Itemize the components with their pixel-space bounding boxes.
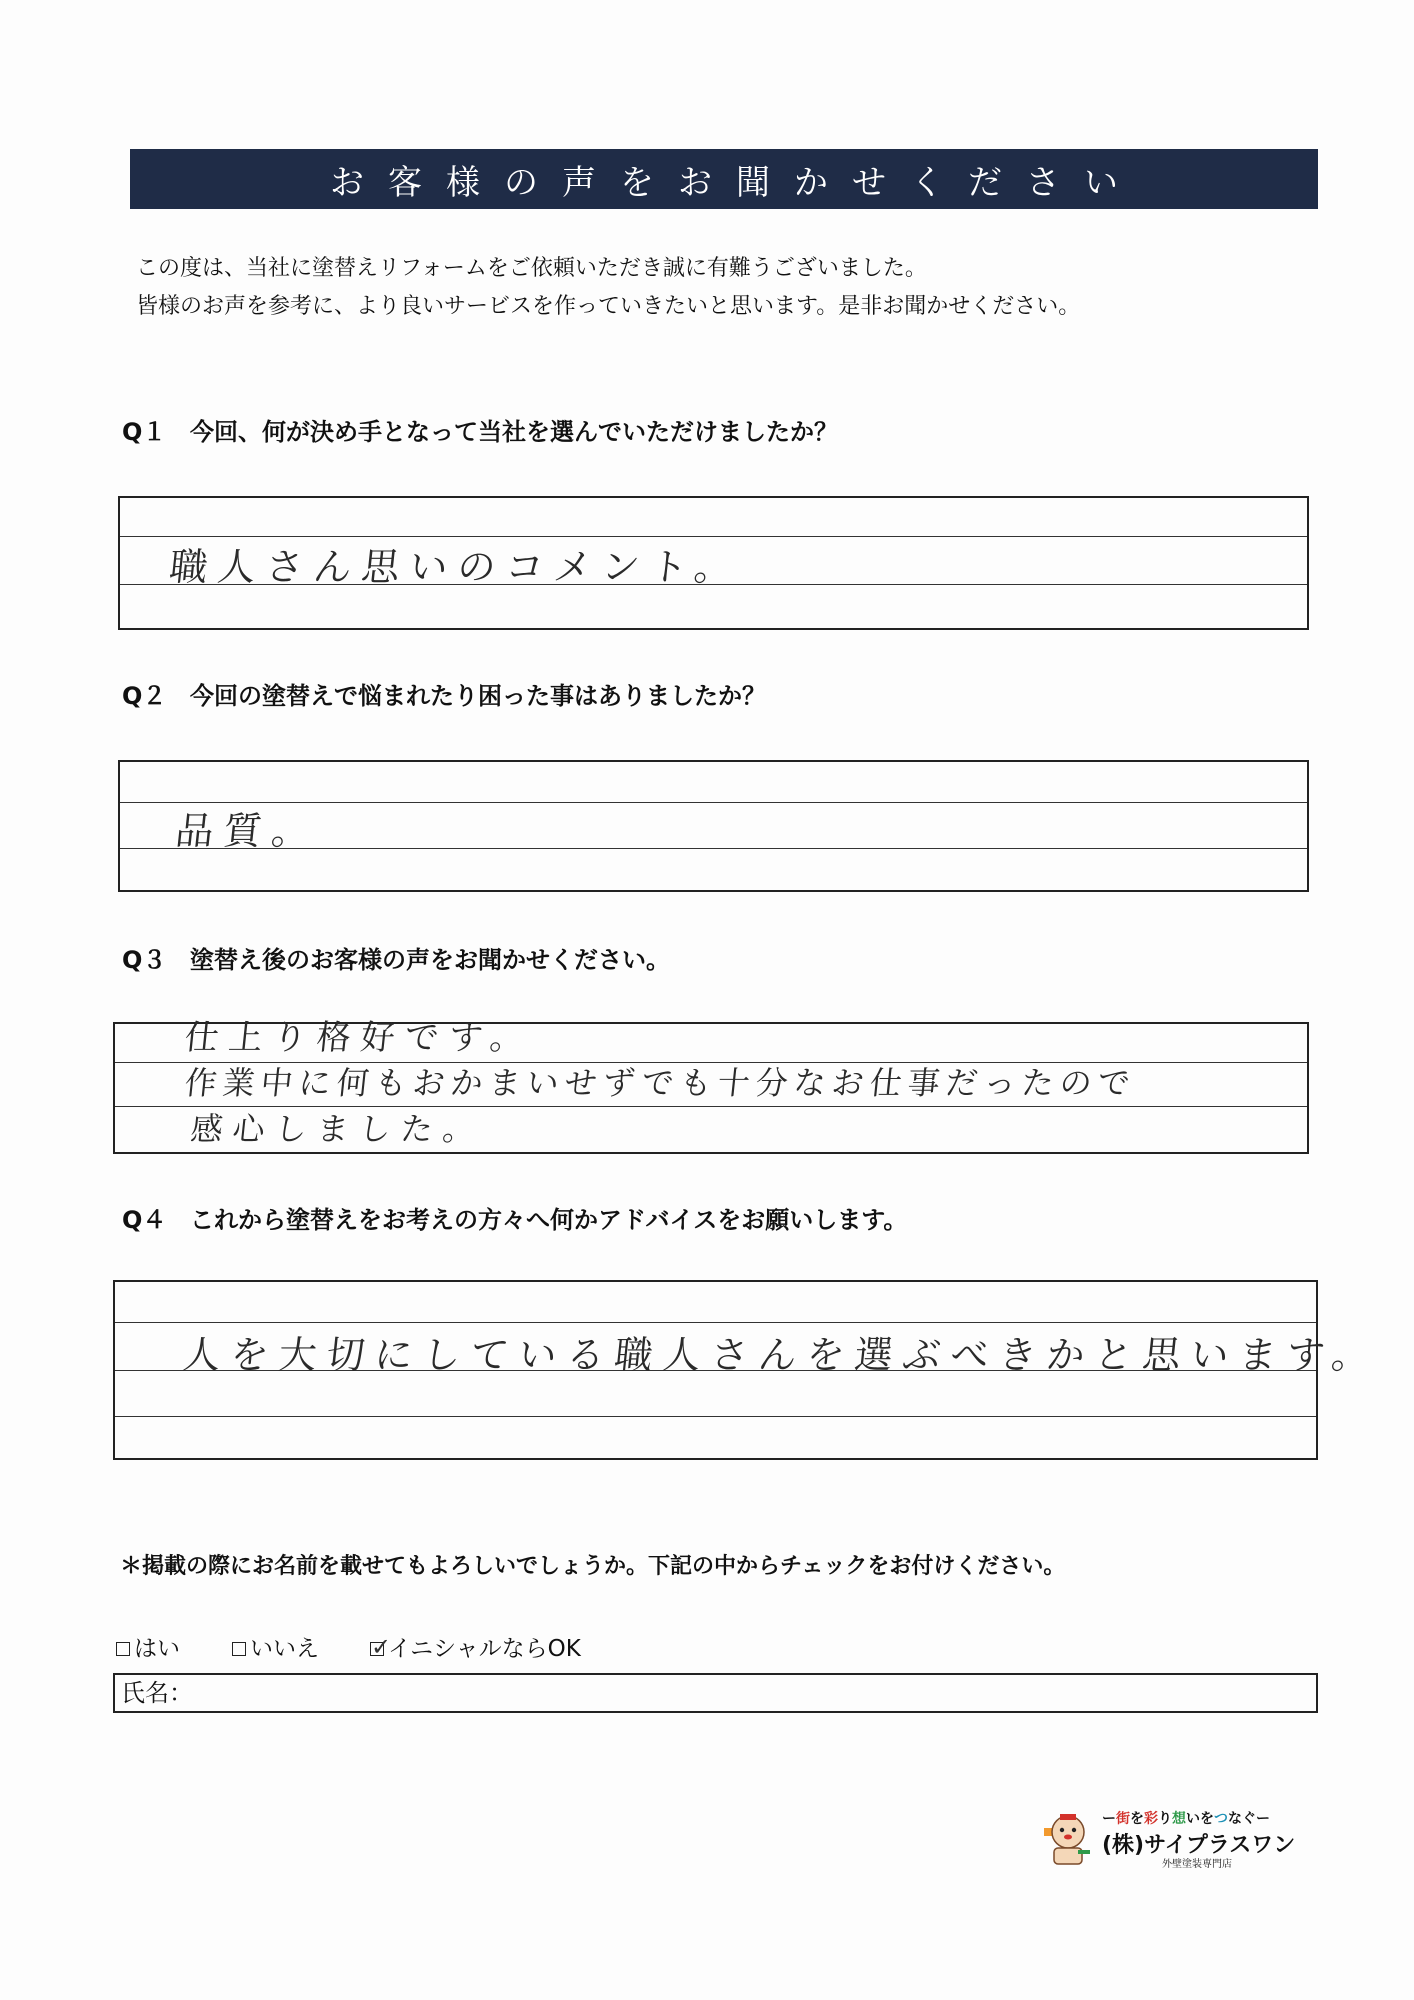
option-label: イニシャルならOK: [388, 1636, 581, 1662]
name-label: 氏名：: [121, 1679, 193, 1707]
logo-company-name: (株)サイプラスワン: [1102, 1833, 1296, 1858]
question-4: [122, 1200, 907, 1235]
question-2: [122, 676, 766, 711]
logo-subtitle: 外壁塗装専門店: [1162, 1859, 1232, 1870]
handwritten-answer-line-2: 作業中に何もおかまいせずでも十分なお仕事だったので: [182, 1064, 1138, 1102]
question-number: Q２: [122, 682, 167, 710]
logo-slogan: ー街を彩り想いをつなぐー: [1102, 1811, 1270, 1827]
checkbox-checked[interactable]: [370, 1632, 392, 1661]
intro-line-1: この度は、当社に塗替えリフォームをご依頼いただき誠に有難うございました。: [136, 256, 927, 281]
question-text: 塗替え後のお客様の声をお聞かせください。: [190, 946, 670, 974]
question-number: Q３: [122, 946, 167, 974]
question-text: 今回、何が決め手となって当社を選んでいただけましたか？: [190, 418, 838, 446]
answer-box-1[interactable]: [118, 496, 1309, 630]
checkbox[interactable]: [116, 1642, 130, 1656]
option-yes[interactable]: [116, 1630, 180, 1663]
question-number: Q４: [122, 1206, 167, 1234]
question-text: これから塗替えをお考えの方々へ何かアドバイスをお願いします。: [190, 1206, 908, 1234]
handwritten-answer-line-1: 仕上り格好です。: [182, 1018, 537, 1058]
handwritten-answer: 人を大切にしている職人さんを選ぶべきかと思います。: [180, 1333, 1382, 1377]
page-title: お客様の声をお聞かせください: [130, 149, 1318, 209]
mascot-icon: [1040, 1810, 1092, 1868]
answer-box-4[interactable]: [113, 1280, 1382, 1460]
question-3: [122, 940, 670, 975]
answer-box-2[interactable]: [118, 760, 1309, 892]
checkbox[interactable]: [232, 1642, 246, 1656]
question-number: Q１: [122, 418, 167, 446]
option-label: いいえ: [250, 1636, 319, 1662]
option-initials-ok[interactable]: [370, 1630, 581, 1663]
name-field[interactable]: [113, 1673, 1318, 1713]
intro-line-2: 皆様のお声を参考に、より良いサービスを作っていきたいと思います。是非お聞かせください。: [136, 294, 1081, 319]
check-mark-icon: ✓: [371, 1632, 392, 1661]
publication-note: ＊掲載の際にお名前を載せてもよろしいでしょうか。下記の中からチェックをお付けください。: [120, 1554, 1066, 1579]
handwritten-answer-line-3: 感心しました。: [188, 1110, 487, 1148]
answer-box-3[interactable]: [113, 1018, 1309, 1154]
question-text: 今回の塗替えで悩まれたり困った事はありましたか？: [190, 682, 766, 710]
handwritten-answer: 品質。: [173, 809, 322, 853]
intro-text: [136, 250, 1080, 326]
ruled-line: [115, 1322, 1316, 1323]
company-logo: [1040, 1808, 1300, 1870]
handwritten-answer: 職人さん思いのコメント。: [167, 545, 745, 589]
question-1: [122, 412, 838, 447]
ruled-line: [115, 1416, 1316, 1417]
option-no[interactable]: [232, 1630, 319, 1663]
option-label: はい: [134, 1636, 180, 1662]
